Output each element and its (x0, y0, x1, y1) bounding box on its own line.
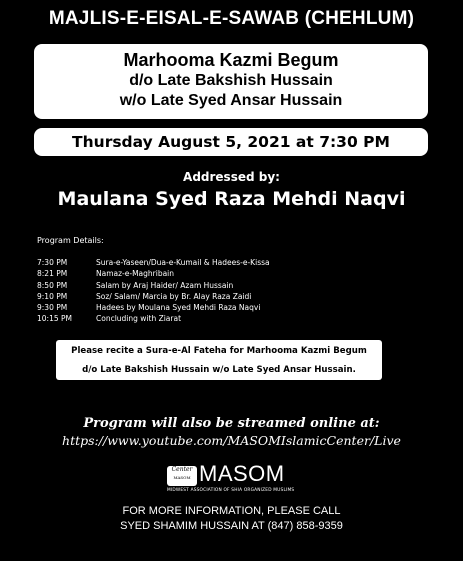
program-desc: Concluding with Ziarat (96, 314, 182, 324)
fateha-line-2: d/o Late Bakshish Hussain w/o Late Syed Ansar Hussain. (82, 365, 356, 375)
program-desc: Sura-e-Yaseen/Dua-e-Kumail & Hadees-e-Kissa (96, 258, 270, 267)
program-time: 10:15 PM (37, 314, 72, 324)
program-item (37, 313, 270, 324)
fateha-request-box (56, 340, 382, 380)
fateha-line-1: Please recite a Sura-e-Al Fateha for Marhooma Kazmi Begum (71, 346, 367, 356)
speaker-name: Maulana Syed Raza Mehdi Naqvi (57, 188, 406, 210)
page-title: MAJLIS-E-EISAL-E-SAWAB (CHEHLUM) (48, 8, 415, 29)
program-item (37, 257, 270, 268)
program-desc: Soz/ Salam/ Marcia by Br. Alay Raza Zaidi (96, 291, 252, 301)
deceased-husband: w/o Late Syed Ansar Hussain (119, 92, 343, 109)
masom-logo-icon: Center MASOM (167, 466, 197, 486)
program-item (37, 291, 270, 302)
program-item (37, 280, 270, 291)
program-time: 8:21 PM (37, 269, 68, 279)
deceased-name: Marhooma Kazmi Begum (123, 50, 339, 70)
program-time: 9:10 PM (37, 291, 68, 301)
program-item (37, 268, 270, 279)
event-datetime: Thursday August 5, 2021 at 7:30 PM (34, 128, 428, 156)
program-time: 7:30 PM (37, 258, 68, 267)
contact-line-1: FOR MORE INFORMATION, PLEASE CALL (122, 505, 341, 517)
program-time: 9:30 PM (37, 303, 68, 313)
program-time: 8:50 PM (37, 280, 68, 290)
stream-notice: Program will also be streamed online at: (83, 416, 380, 431)
deceased-father: d/o Late Bakshish Hussain (129, 72, 333, 89)
masom-logo-text: MASOM (199, 461, 285, 486)
program-desc: Salam by Araj Haider/ Azam Hussain (96, 280, 234, 290)
addressed-by-label: Addressed by: (183, 170, 280, 184)
deceased-name-box (34, 44, 428, 119)
program-list (37, 257, 270, 325)
stream-url[interactable]: https://www.youtube.com/MASOMIslamicCenter/Live (62, 433, 401, 448)
program-item (37, 302, 270, 313)
program-desc: Hadees by Moulana Syed Mehdi Raza Naqvi (96, 303, 261, 313)
masom-logo-subtitle: MIDWEST ASSOCIATION OF SHIA ORGANIZED MUSLIMS (167, 488, 295, 493)
program-desc: Namaz-e-Maghribain (96, 269, 175, 279)
contact-line-2: SYED SHAMIM HUSSAIN AT (847) 858-9359 (120, 520, 343, 532)
program-heading: Program Details: (37, 236, 104, 245)
